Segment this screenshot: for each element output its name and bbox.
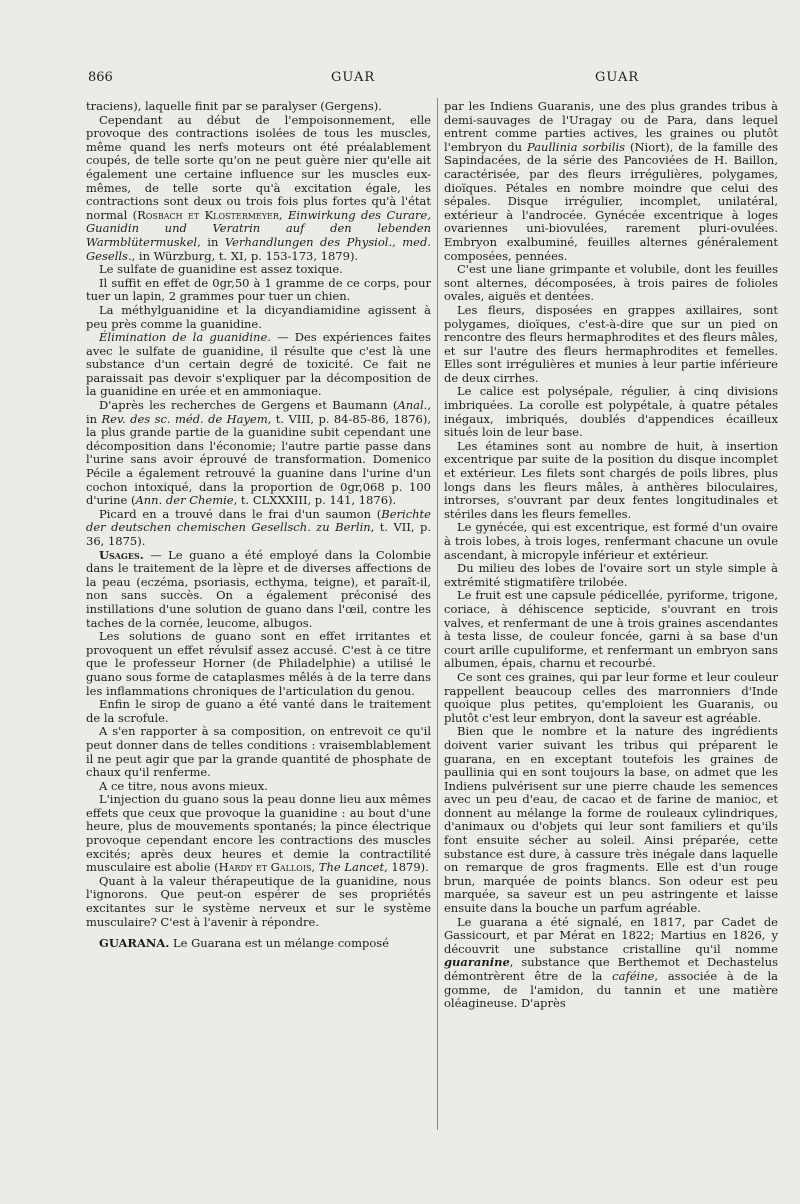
term: guaranine — [444, 955, 510, 970]
paragraph: traciens), laquelle finit par se paralyser (Gergens). — [86, 100, 382, 113]
right-column — [444, 100, 778, 1130]
text-run: — Le guano a été employé dans la Colombie dans le traitement de la lèpre et de diverses affections de la peau (eczéma, psoriasis, ecthyma, teigne), et paraît-il, non sans succès. On a également préconisé des instillations d'une solution de guano dans l'œil, contre les taches de la cornée, leucome, albugos. — [86, 547, 431, 630]
paragraph: Les étamines sont au nombre de huit, à insertion excentrique par suite de la position du disque incomplet et extérieur. Les filets sont chargés de poils libres, plus longs dans les fleurs mâles, à anthères biloculaires, introrses, s'ouvrant par deux fentes longitudinales et stériles dans les fleurs femelles. — [444, 438, 778, 521]
term: caféine — [612, 969, 655, 983]
section-heading: Usages. — [99, 547, 144, 562]
paragraph: Le sulfate de guanidine est assez toxique. — [99, 262, 343, 277]
text-run: Le guarana a été signalé, en 1817, par Cadet de Gassicourt, et par Mérat en 1822; Martius en 1826, y découvrit une substance cristalline qu'il nomme — [444, 914, 778, 956]
text-run: , in — [86, 398, 431, 426]
entry-heading: GUARANA. — [99, 936, 170, 951]
text-run: , — [278, 207, 288, 222]
paragraph — [86, 549, 431, 631]
text-run: D'après les recherches de Gergens et Baumann ( — [99, 398, 398, 413]
paragraph — [86, 793, 431, 875]
citation-authors: Hardy et Gallois — [218, 860, 312, 875]
text-run: par les Indiens Guaranis, une des plus grandes tribus à demi-sauvages de l'Uragay ou de Para, dans lequel entrent comme parties actives, les graines ou plutôt l'embryon du — [444, 100, 778, 154]
running-header — [88, 70, 778, 90]
paragraph — [86, 331, 431, 399]
text-run: , t. VII, p. 36, 1875). — [86, 520, 431, 548]
citation-journal: Ann. der Chemie — [135, 493, 234, 508]
text-run: , in — [197, 234, 225, 249]
citation-journal: Verhandlungen des Physiol., med. Gesells. — [86, 234, 431, 263]
paragraph: Le gynécée, qui est excentrique, est formé d'un ovaire à trois lobes, à trois loges, renfermant chacune un ovule ascendant, à micropyle inférieur et extérieur. — [444, 520, 778, 562]
right-running-title: GUAR — [595, 70, 640, 85]
text-run: Cependant au début de l'empoisonnement, elle provoque des contractions isolées de tous les muscles, même quand les nerfs moteurs ont été préalablement coupés, de telle sorte qu'on ne peut guère nier qu'elle ait également une certaine influence sur les muscles eux-mêmes, de telle sorte qu'à excitation égale, les contractions sont deux ou trois fois plus fortes qu'à l'état normal ( — [86, 112, 431, 222]
citation-journal: The Lancet — [318, 860, 385, 875]
paragraph — [86, 114, 431, 264]
left-running-title: GUAR — [331, 70, 376, 85]
section-heading: Élimination de la guanidine. — [99, 330, 271, 345]
paragraph: Bien que le nombre et la nature des ingrédients doivent varier suivant les tribus qui préparent le guarana, en en exceptant toutefois les graines de paullinia qui en sont toujours la base, on admet que les Indiens pulvérisent sur une pierre chaude les semences avec un peu d'eau, de cacao et de farine de manioc, et donnent au mélange la forme de rouleaux cylindriques, d'animaux ou d'objets qui leur sont familiers et qu'ils font ensuite sécher au soleil. Ainsi préparée, cette substance est dure, à cassure très inégale dans laquelle on remarque de gros fragments. Elle est d'un rouge brun, marquée de points blancs. Son odeur est peu marquée, sa saveur est un peu astringente et laisse ensuite dans la bouche un parfum agréable. — [444, 724, 778, 916]
paragraph — [444, 916, 778, 1011]
species-name: Paullinia sorbilis — [526, 139, 626, 154]
paragraph: Il suffit en effet de 0gr,50 à 1 gramme de ce corps, pour tuer un lapin, 2 grammes pour tuer un chien. — [86, 275, 431, 304]
text-run: — Des expériences faites avec le sulfate de guanidine, il résulte que c'est là une substance d'un certain degré de toxicité. Ce fait ne paraissait pas devoir s'expliquer par la décomposition de la guanidine en urée et en ammoniaque. — [86, 330, 431, 399]
citation-title: Einwirkung des Curare, Guanidin und Veratrin auf den lebenden Warmblütermuskel — [86, 207, 431, 249]
paragraph: Les solutions de guano sont en effet irritantes et provoquent un effet révulsif assez accusé. C'est à ce titre que le professeur Horner (de Philadelphie) a utilisé le guano sous forme de cataplasmes mêlés à de la terre dans les inflammations chroniques de l'articulation du genou. — [86, 629, 431, 698]
paragraph: Le calice est polysépale, régulier, à cinq divisions imbriquées. La corolle est polypétale, à quatre pétales inégaux, imbriqués, doublés d'appendices écailleux situés loin de leur base. — [444, 384, 778, 440]
text-run: L'injection du guano sous la peau donne lieu aux mêmes effets que ceux que provoque la guanidine : au bout d'une heure, plus de mouvements spontanés; la pince électrique provoque cependant encore les contractions des muscles excités; après deux heures et demie la contractilité musculaire est abolie ( — [86, 792, 431, 875]
paragraph: C'est une liane grimpante et volubile, dont les feuilles sont alternes, décomposées, à trois paires de folioles ovales, aiguës et dentées. — [444, 262, 778, 304]
page-number: 866 — [88, 70, 113, 85]
paragraph — [444, 100, 778, 263]
text-run: , 1879). — [384, 860, 429, 875]
text-run: , in Würzburg, t. XI, p. 153-173, 1879). — [131, 248, 359, 263]
paragraph — [86, 399, 431, 508]
citation-journal: Anal. — [397, 398, 428, 413]
paragraph: Les fleurs, disposées en grappes axillaires, sont polygames, dioïques, c'est-à-dire que sur un pied on rencontre des fleurs hermaphrodites et des fleurs mâles, et sur l'autre des fleurs hermaphrodites et femelles. Elles sont irrégulières et munies à leur partie inférieure de deux cirrhes. — [444, 302, 778, 385]
paragraph: Ce sont ces graines, qui par leur forme et leur couleur rappellent beaucoup celles des marronniers d'Inde quoique plus petites, qu'emploient les Guaranis, ou plutôt c'est leur embryon, dont la saveur est agréable. — [444, 669, 778, 725]
paragraph: A ce titre, nous avons mieux. — [99, 778, 268, 793]
left-column — [86, 100, 431, 1130]
text-run: Picard en a trouvé dans le frai d'un saumon ( — [99, 506, 382, 521]
paragraph: La méthylguanidine et la dicyandiamidine agissent à peu près comme la guanidine. — [86, 302, 431, 331]
citation-journal: Rev. des sc. méd. de Hayem — [101, 411, 268, 426]
column-divider — [437, 98, 438, 1130]
paragraph: Quant à la valeur thérapeutique de la guanidine, nous l'ignorons. Que peut-on espérer de ses propriétés excitantes sur le système nerveux et sur le système musculaire? C'est à l'avenir à répondre. — [86, 873, 431, 929]
citation-journal: Berichte der deutschen chemischen Gesellsch. zu Berlin — [86, 506, 431, 535]
paragraph: A s'en rapporter à sa composition, on entrevoit ce qu'il peut donner dans de telles conditions : vraisemblablement il ne peut agir que par la grande quantité de phosphate de chaux qu'il renferme. — [86, 724, 431, 780]
paragraph: Le fruit est une capsule pédicellée, pyriforme, trigone, coriace, à déhiscence septicide, s'ouvrant en trois valves, et renfermant de une à trois graines ascendantes à testa lisse, de couleur foncée, garni à sa base d'un court arille cupuliforme, et renfermant un embryon sans albumen, épais, charnu et recourbé. — [444, 588, 778, 671]
paragraph: Du milieu des lobes de l'ovaire sort un style simple à extrémité stigmatifère trilobée. — [444, 561, 778, 589]
text-run: , — [311, 860, 319, 875]
text-run: Le Guarana est un mélange composé — [169, 936, 390, 951]
text-run: , associée à de la gomme, de l'amidon, du tannin et une matière oléagineuse. D'après — [444, 969, 778, 1011]
text-run: , t. CLXXXIII, p. 141, 1876). — [233, 493, 397, 508]
text-run: , substance que Berthemot et Dechastelus démontrèrent être de la — [444, 955, 778, 983]
paragraph — [86, 508, 431, 549]
paragraph — [86, 937, 431, 951]
citation-authors: Rosbach et Klostermeyer — [137, 207, 279, 222]
text-run: , t. VIII, p. 84-85-86, 1876), la plus grande partie de la guanidine subit cependant une décomposition dans l'économie; l'autre partie passe dans l'urine sans avoir éprouvé de transformation. Domenico Pécile a également retrouvé la guanine dans l'urine d'un cochon intoxiqué, dans la proportion de 0gr,068 p. 100 d'urine ( — [86, 411, 431, 508]
paragraph: Enfin le sirop de guano a été vanté dans le traitement de la scrofule. — [86, 697, 431, 725]
text-run: (Niort), de la famille des Sapindacées, de la série des Pancoviées de H. Baillon, caractérisée, par des fleurs irrégulières, polygames, dioïques. Pétales en nombre moindre que celui des sépales. Disque irrégulier, incomplet, unilatéral, extérieur à l'androcée. Gynécée excentrique à loges ovariennes uni-biovulées, rarement pluri-ovulées. Embryon exalbuminé, feuilles alternes généralement composées, pennées. — [444, 139, 778, 263]
